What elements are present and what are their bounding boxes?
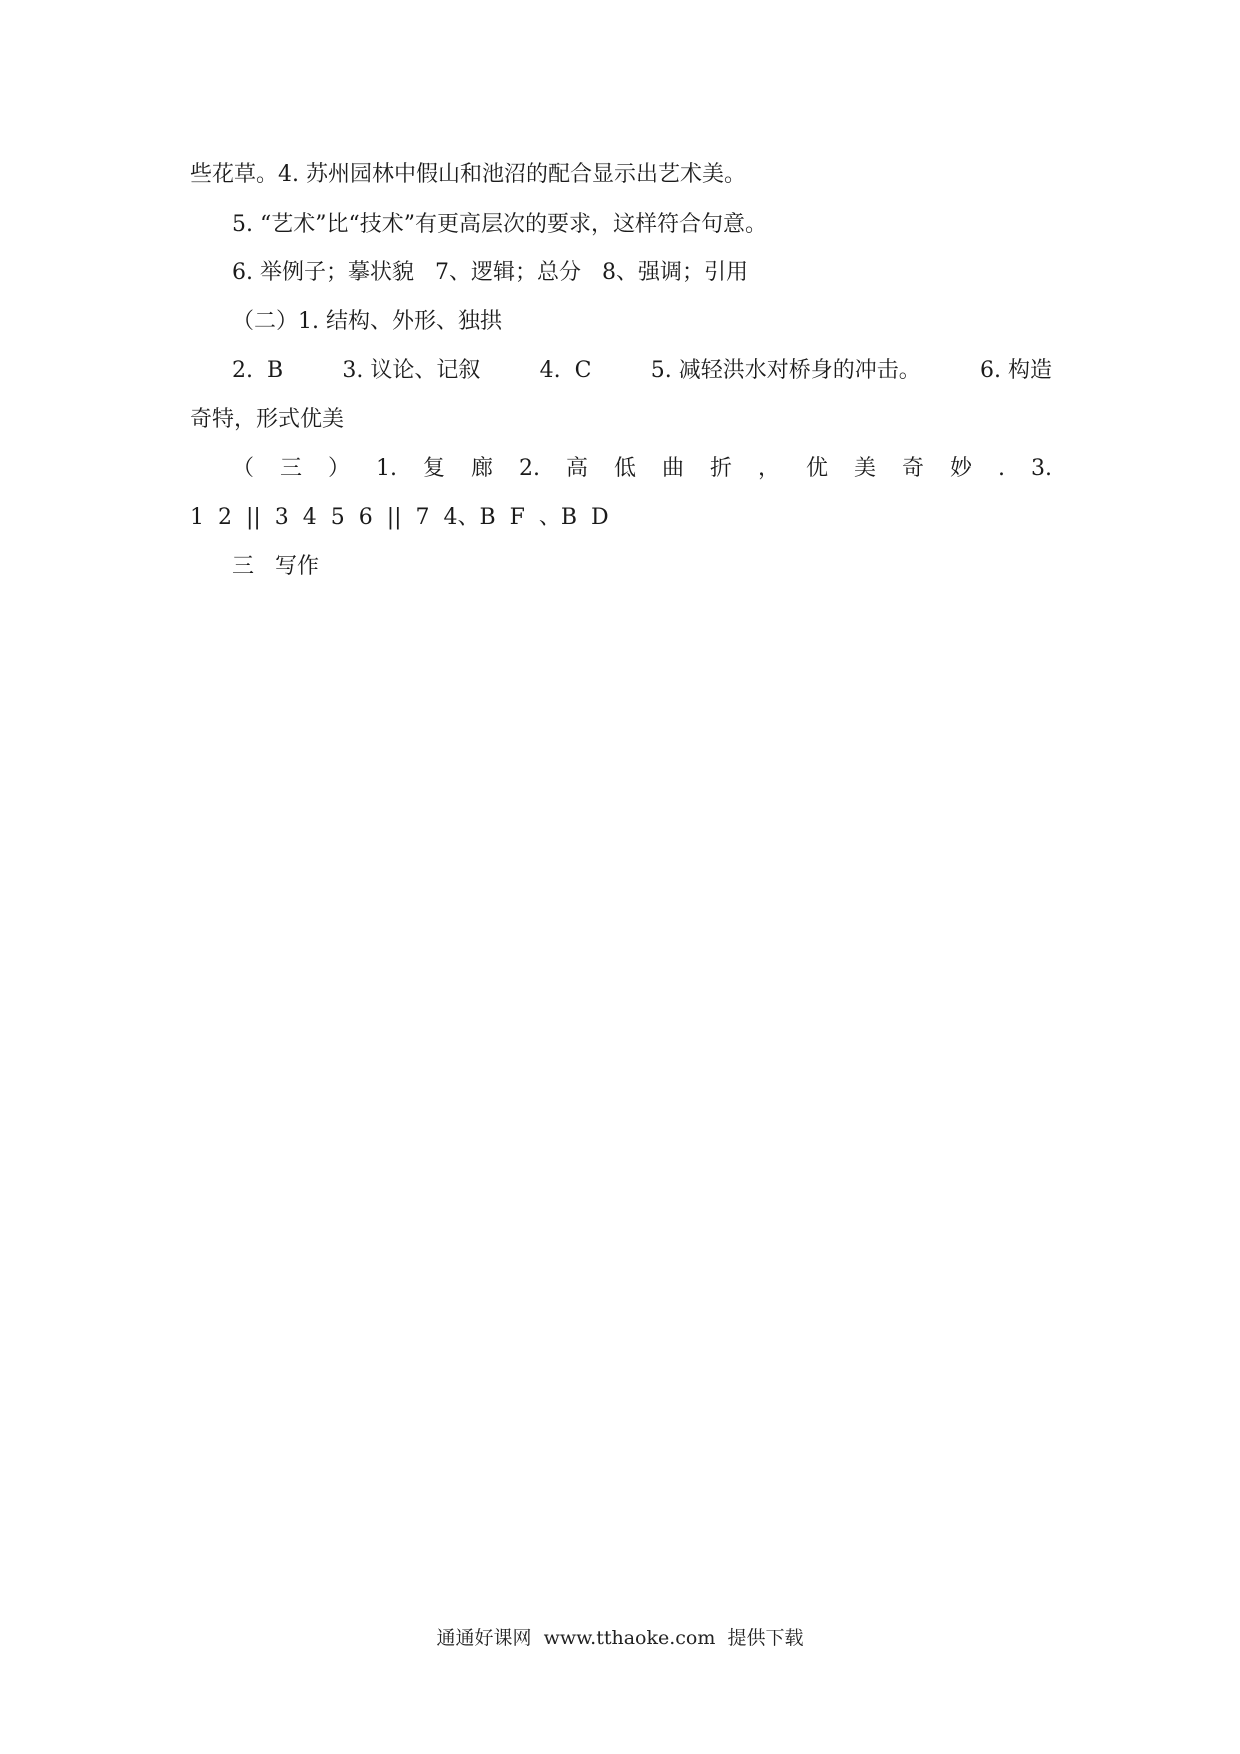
section-heading-writing: 三 写作: [232, 554, 319, 579]
text-line-8: 1 2 || 3 4 5 6 || 7 4、B F 、B D: [190, 505, 609, 530]
answer-segment: 美: [853, 456, 876, 481]
answer-segment: 4. C: [539, 358, 592, 383]
text-line-4: （二）1. 结构、外形、独拱: [232, 309, 502, 334]
text-line-3: 6. 举例子；摹状貌 7、逻辑；总分 8、强调；引用: [232, 260, 748, 285]
text-line-7: [232, 454, 1052, 484]
answer-segment: 1.: [376, 456, 397, 481]
answer-segment: ）: [328, 456, 351, 481]
page-footer: 通通好课网 www.tthaoke.com 提供下载: [436, 1627, 804, 1649]
text-line-5: [232, 356, 1052, 386]
text-line-6: 奇特，形式优美: [190, 407, 345, 432]
answer-segment: 曲: [661, 456, 684, 481]
answer-segment: 2. B: [232, 358, 284, 383]
answer-segment: 优: [805, 456, 828, 481]
answer-segment: （: [232, 456, 255, 481]
answer-segment: 5. 减轻洪水对桥身的冲击。: [650, 358, 921, 383]
answer-segment: 复: [422, 456, 445, 481]
answer-segment: .: [997, 456, 1005, 481]
answer-segment: 低: [613, 456, 636, 481]
answer-segment: 廊: [470, 456, 493, 481]
text-line-1: 些花草。4. 苏州园林中假山和池沼的配合显示出艺术美。: [190, 162, 746, 187]
answer-segment: 高: [565, 456, 588, 481]
answer-segment: 三: [280, 456, 303, 481]
text-line-2: 5. “艺术”比“技术”有更高层次的要求，这样符合句意。: [232, 212, 767, 237]
answer-segment: 6. 构造: [980, 358, 1052, 383]
answer-segment: 奇: [901, 456, 924, 481]
answer-segment: 妙: [949, 456, 972, 481]
answer-segment: ，: [757, 456, 780, 481]
answer-segment: 3.: [1030, 456, 1052, 481]
answer-segment: 2.: [518, 456, 540, 481]
answer-segment: 折: [709, 456, 732, 481]
answer-segment: 3. 议论、记叙: [342, 358, 481, 383]
